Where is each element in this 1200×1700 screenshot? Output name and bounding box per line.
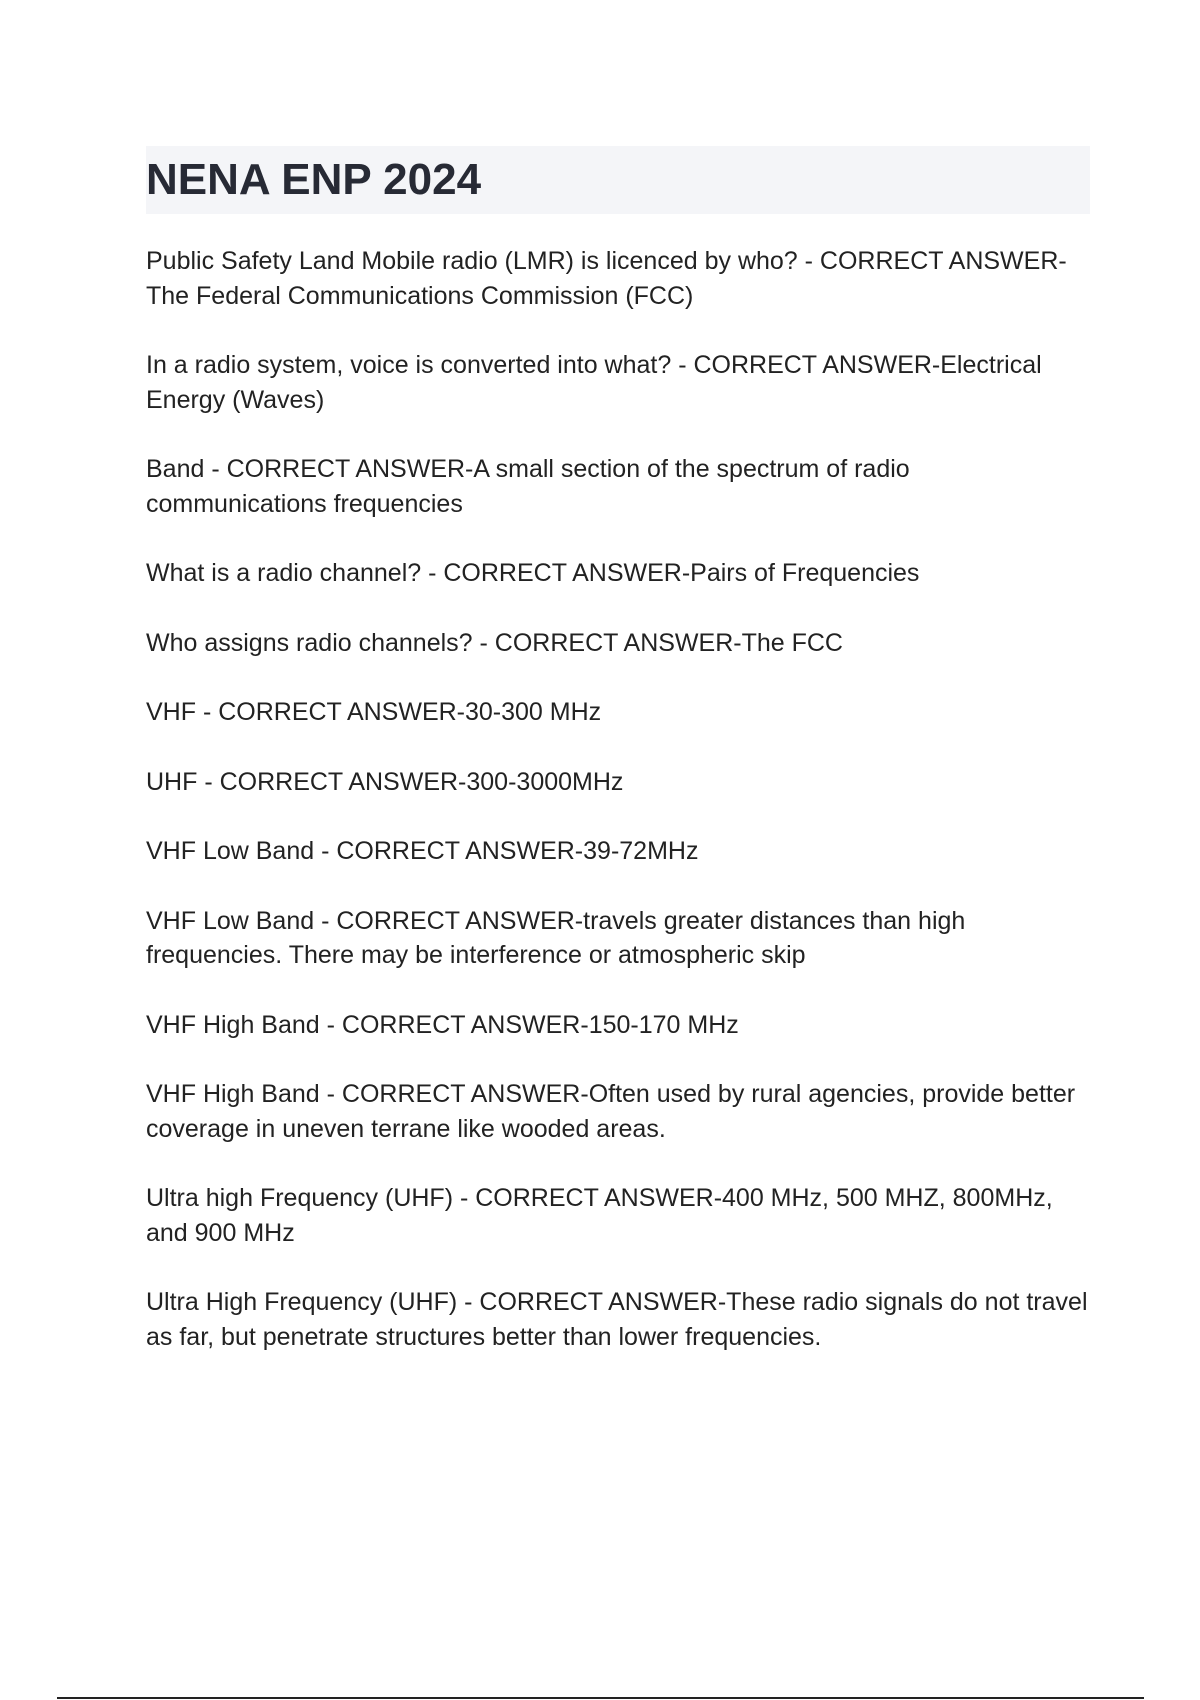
qa-item: Band - CORRECT ANSWER-A small section of the spectrum of radio communications frequencies <box>146 455 910 518</box>
qa-list <box>146 244 1096 1389</box>
qa-item: In a radio system, voice is converted into what? - CORRECT ANSWER-Electrical Energy (Waves) <box>146 351 1042 414</box>
qa-item: VHF - CORRECT ANSWER-30-300 MHz <box>146 698 602 726</box>
title-band <box>146 146 1090 214</box>
qa-item: Who assigns radio channels? - CORRECT ANSWER-The FCC <box>146 628 843 657</box>
qa-item: Public Safety Land Mobile radio (LMR) is licenced by who? - CORRECT ANSWER-The Federal Communications Commission (FCC) <box>146 247 1067 310</box>
qa-item: VHF Low Band - CORRECT ANSWER-39-72MHz <box>146 837 699 865</box>
qa-item: UHF - CORRECT ANSWER-300-3000MHz <box>146 767 624 796</box>
qa-item: VHF Low Band - CORRECT ANSWER-travels greater distances than high frequencies. There may be interference or atmospheric skip <box>146 906 966 969</box>
qa-item: Ultra high Frequency (UHF) - CORRECT ANSWER-400 MHz, 500 MHZ, 800MHz, and 900 MHz <box>146 1184 1053 1247</box>
qa-item: VHF High Band - CORRECT ANSWER-Often used by rural agencies, provide better coverage in uneven terrane like wooded areas. <box>146 1080 1076 1143</box>
qa-item: Ultra High Frequency (UHF) - CORRECT ANSWER-These radio signals do not travel as far, but penetrate structures better than lower frequencies. <box>146 1288 1088 1351</box>
footer-divider <box>57 1697 1144 1699</box>
qa-item: What is a radio channel? - CORRECT ANSWER-Pairs of Frequencies <box>146 559 920 587</box>
page-title: NENA ENP 2024 <box>146 155 482 204</box>
qa-item: VHF High Band - CORRECT ANSWER-150-170 MHz <box>146 1010 739 1039</box>
